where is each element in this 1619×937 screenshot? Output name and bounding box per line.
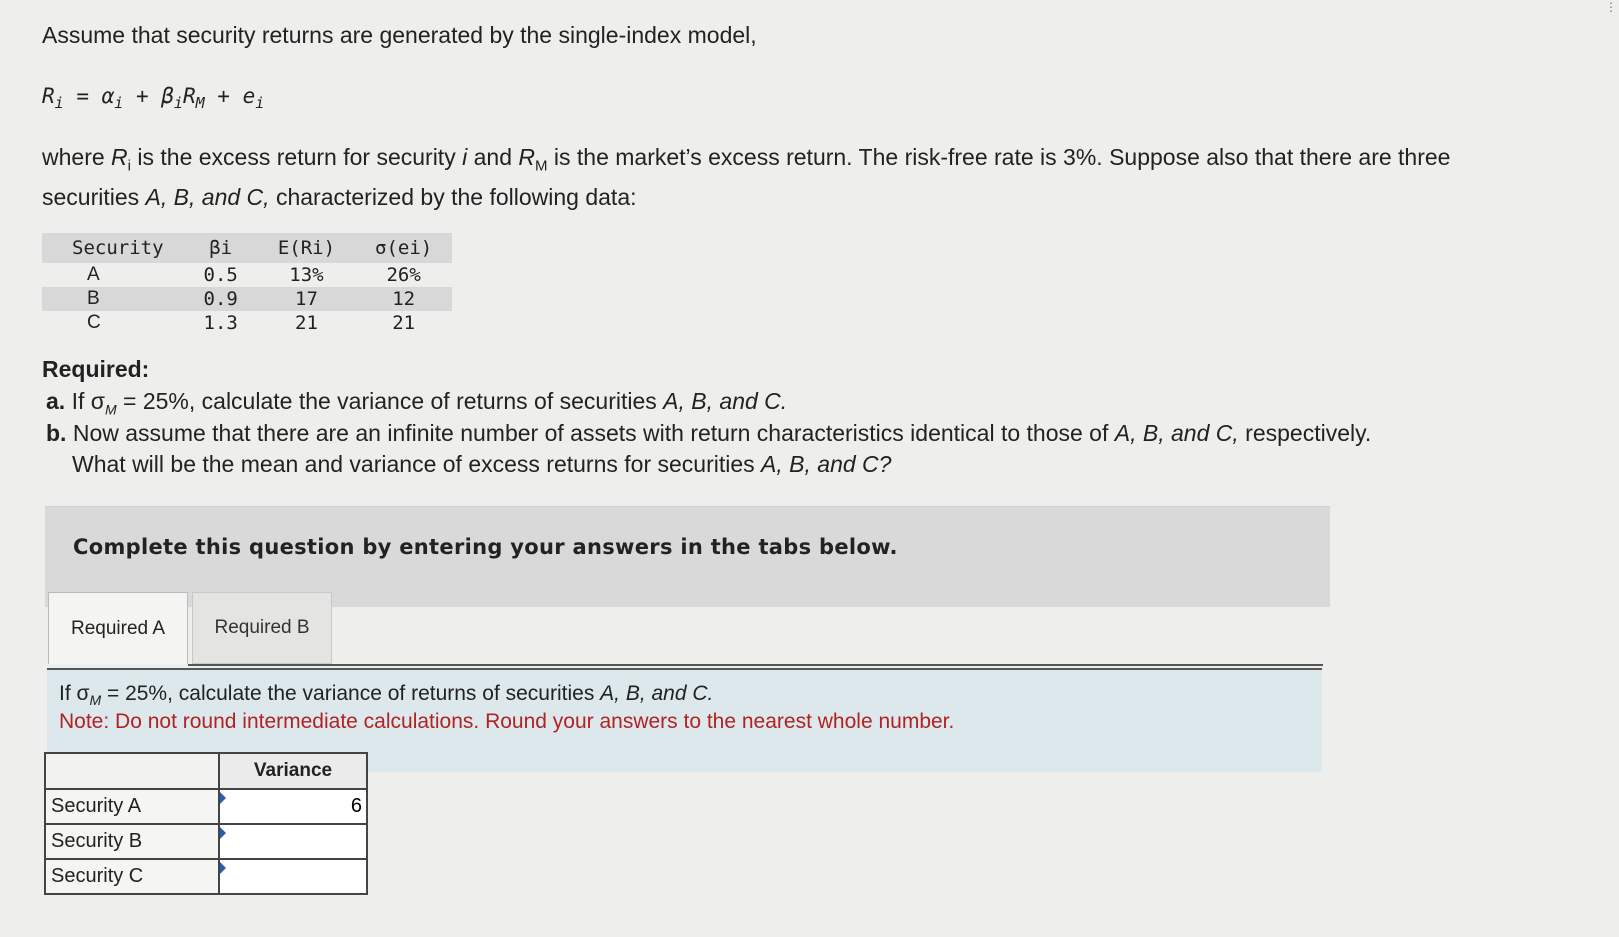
rounding-note: Note: Do not round intermediate calculations. Round your answers to the nearest whole number. xyxy=(59,710,955,733)
row-label-security-b: Security B xyxy=(45,824,219,859)
required-heading: Required: xyxy=(42,356,150,382)
table-row: A 0.5 13% 26% xyxy=(87,264,421,286)
variance-cell-b xyxy=(219,824,367,859)
cell-marker-icon xyxy=(220,827,226,839)
table-row: B 0.9 17 12 xyxy=(42,287,452,311)
instructions-text: Complete this question by entering your answers in the tabs below. xyxy=(73,535,898,559)
table-row xyxy=(45,824,367,859)
model-formula: $R_i = \alpha_i + \beta_iR_M + e_i$ xyxy=(42,84,265,113)
variance-input-a[interactable] xyxy=(220,792,366,822)
security-data-table xyxy=(42,233,452,335)
answer-table-header-row xyxy=(45,753,367,789)
data-table-header-row xyxy=(42,233,452,263)
header-beta: βi xyxy=(184,233,258,263)
answer-table-corner xyxy=(45,753,219,789)
variance-input-c[interactable] xyxy=(220,862,366,892)
tab-divider xyxy=(188,664,1323,666)
cell-marker-icon xyxy=(220,862,226,874)
where-paragraph: where $R_i$ is the excess return for security i and $R_M$ is the market’s excess return. The risk-free rate is 3%. Suppose also that there are three securities A, B, and C, characterized by the following data: xyxy=(42,144,1451,210)
tab-required-b[interactable]: Required B xyxy=(192,592,332,664)
header-expected-return: E(Ri) xyxy=(258,233,355,263)
variance-input-b[interactable] xyxy=(220,827,366,857)
tab-required-a[interactable]: Required A xyxy=(48,592,188,664)
variance-cell-c xyxy=(219,859,367,894)
row-label-security-c: Security C xyxy=(45,859,219,894)
info-question: If $\sigma_M = 25\%$, calculate the variance of returns of securities A, B, and C. xyxy=(59,682,714,709)
header-security: Security xyxy=(42,233,184,263)
table-row: C 1.3 21 21 xyxy=(87,312,416,334)
scrollbar-handle-icon[interactable]: ⋮ xyxy=(1605,0,1617,14)
header-residual-sd: σ(ei) xyxy=(355,233,452,263)
table-row xyxy=(45,859,367,894)
table-row xyxy=(45,789,367,824)
variance-header: Variance xyxy=(219,753,367,789)
intro-text: Assume that security returns are generated by the single-index model, xyxy=(42,22,757,48)
required-b-text: b. Now assume that there are an infinite number of assets with return characteristics identical to those of A, B, and C, respectively. What will be the mean and variance of excess returns for securities A, B, and C? xyxy=(46,420,1372,477)
variance-cell-a xyxy=(219,789,367,824)
answer-table xyxy=(44,752,368,895)
required-a-text: a. If $\sigma_M = 25\%$, calculate the variance of returns of securities A, B, and C. xyxy=(46,388,788,418)
row-label-security-a: Security A xyxy=(45,789,219,824)
cell-marker-icon xyxy=(220,792,226,804)
